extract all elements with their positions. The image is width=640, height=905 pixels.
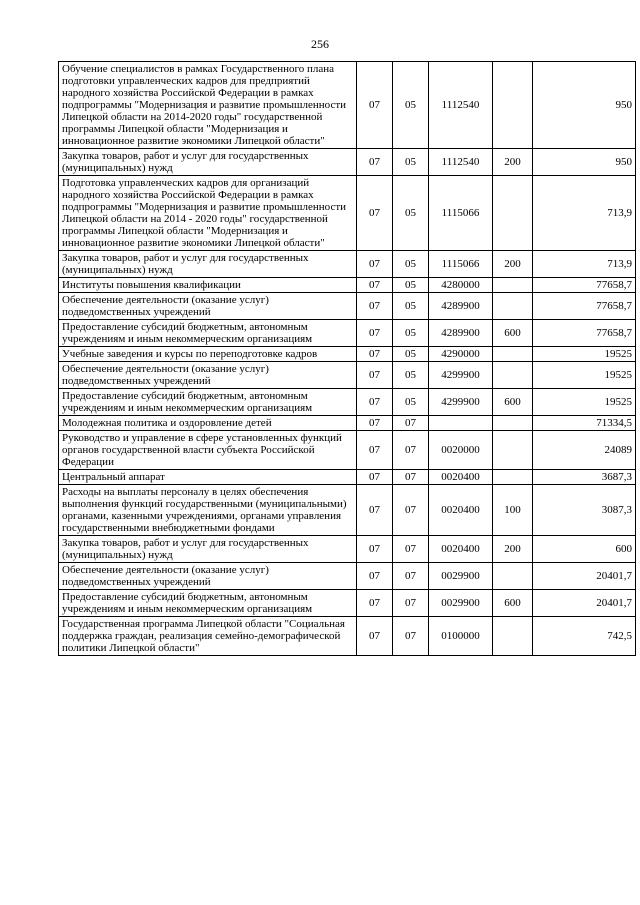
subsection-code-cell: 05 [393, 176, 429, 251]
expense-type-cell: 600 [493, 590, 533, 617]
target-article-cell: 0020400 [429, 485, 493, 536]
amount-cell: 19525 [533, 389, 636, 416]
table-row [59, 563, 636, 590]
table-row [59, 416, 636, 431]
table-row [59, 389, 636, 416]
expense-type-cell [493, 278, 533, 293]
row-name-cell: Обеспечение деятельности (оказание услуг) подведомственных учреждений [59, 563, 357, 590]
section-code-cell: 07 [357, 563, 393, 590]
row-name-cell: Обеспечение деятельности (оказание услуг) подведомственных учреждений [59, 293, 357, 320]
row-name-cell: Учебные заведения и курсы по переподготовке кадров [59, 347, 357, 362]
amount-cell: 77658,7 [533, 293, 636, 320]
subsection-code-cell: 07 [393, 485, 429, 536]
amount-cell: 19525 [533, 362, 636, 389]
expense-type-cell [493, 347, 533, 362]
table-row [59, 617, 636, 656]
row-name-cell: Институты повышения квалификации [59, 278, 357, 293]
target-article-cell: 0020000 [429, 431, 493, 470]
table-row [59, 278, 636, 293]
subsection-code-cell: 07 [393, 470, 429, 485]
subsection-code-cell: 07 [393, 431, 429, 470]
section-code-cell: 07 [357, 485, 393, 536]
subsection-code-cell: 07 [393, 563, 429, 590]
table-row [59, 590, 636, 617]
row-name-cell: Молодежная политика и оздоровление детей [59, 416, 357, 431]
section-code-cell: 07 [357, 251, 393, 278]
table-row [59, 536, 636, 563]
table-row [59, 470, 636, 485]
row-name-cell: Центральный аппарат [59, 470, 357, 485]
target-article-cell: 4299900 [429, 389, 493, 416]
section-code-cell: 07 [357, 416, 393, 431]
subsection-code-cell: 05 [393, 320, 429, 347]
subsection-code-cell: 05 [393, 362, 429, 389]
table-row [59, 362, 636, 389]
subsection-code-cell: 07 [393, 416, 429, 431]
target-article-cell: 0029900 [429, 590, 493, 617]
target-article-cell: 0020400 [429, 470, 493, 485]
section-code-cell: 07 [357, 470, 393, 485]
table-row [59, 320, 636, 347]
expense-type-cell: 100 [493, 485, 533, 536]
target-article-cell: 1112540 [429, 149, 493, 176]
section-code-cell: 07 [357, 347, 393, 362]
section-code-cell: 07 [357, 362, 393, 389]
budget-table-body [59, 62, 636, 656]
section-code-cell: 07 [357, 590, 393, 617]
row-name-cell: Предоставление субсидий бюджетным, автономным учреждениям и иным некоммерческим организациям [59, 590, 357, 617]
amount-cell: 600 [533, 536, 636, 563]
expense-type-cell [493, 176, 533, 251]
target-article-cell: 1112540 [429, 62, 493, 149]
section-code-cell: 07 [357, 278, 393, 293]
section-code-cell: 07 [357, 293, 393, 320]
expense-type-cell: 200 [493, 536, 533, 563]
table-row [59, 251, 636, 278]
page-number: 256 [311, 37, 329, 51]
amount-cell: 20401,7 [533, 590, 636, 617]
expense-type-cell [493, 470, 533, 485]
subsection-code-cell: 05 [393, 347, 429, 362]
table-row [59, 149, 636, 176]
table-row [59, 431, 636, 470]
section-code-cell: 07 [357, 149, 393, 176]
expense-type-cell [493, 293, 533, 320]
amount-cell: 742,5 [533, 617, 636, 656]
expense-type-cell [493, 416, 533, 431]
row-name-cell: Обучение специалистов в рамках Государственного плана подготовки управленческих кадров для предприятий народного хозяйства Российской Федерации в рамках подпрограммы "Модернизация и развитие промышленности Липецкой области на 2014-2020 годы" государственной программы Липецкой области "Модернизация и инновационное развитие экономики Липецкой области" [59, 62, 357, 149]
subsection-code-cell: 07 [393, 617, 429, 656]
row-name-cell: Подготовка управленческих кадров для организаций народного хозяйства Российской Федерации в рамках подпрограммы "Модернизация и развитие промышленности Липецкой области на 2014 - 2020 годы" государственной программы Липецкой области "Модернизация и инновационное развитие экономики Липецкой области" [59, 176, 357, 251]
target-article-cell: 1115066 [429, 176, 493, 251]
amount-cell: 71334,5 [533, 416, 636, 431]
amount-cell: 77658,7 [533, 320, 636, 347]
table-row [59, 293, 636, 320]
table-row [59, 347, 636, 362]
expense-type-cell [493, 362, 533, 389]
expense-type-cell [493, 62, 533, 149]
section-code-cell: 07 [357, 176, 393, 251]
target-article-cell: 0020400 [429, 536, 493, 563]
subsection-code-cell: 05 [393, 149, 429, 176]
amount-cell: 950 [533, 149, 636, 176]
amount-cell: 950 [533, 62, 636, 149]
row-name-cell: Закупка товаров, работ и услуг для государственных (муниципальных) нужд [59, 149, 357, 176]
row-name-cell: Расходы на выплаты персоналу в целях обеспечения выполнения функций государственными (муниципальными) органами, казенными учреждениями, органами управления государственными внебюджетными фондами [59, 485, 357, 536]
subsection-code-cell: 05 [393, 389, 429, 416]
target-article-cell: 4289900 [429, 293, 493, 320]
section-code-cell: 07 [357, 389, 393, 416]
target-article-cell: 4290000 [429, 347, 493, 362]
row-name-cell: Государственная программа Липецкой области "Социальная поддержка граждан, реализация семейно-демографической политики Липецкой области" [59, 617, 357, 656]
amount-cell: 3087,3 [533, 485, 636, 536]
section-code-cell: 07 [357, 320, 393, 347]
row-name-cell: Обеспечение деятельности (оказание услуг) подведомственных учреждений [59, 362, 357, 389]
amount-cell: 19525 [533, 347, 636, 362]
target-article-cell: 4280000 [429, 278, 493, 293]
target-article-cell: 1115066 [429, 251, 493, 278]
subsection-code-cell: 05 [393, 293, 429, 320]
amount-cell: 713,9 [533, 176, 636, 251]
subsection-code-cell: 05 [393, 278, 429, 293]
target-article-cell: 4289900 [429, 320, 493, 347]
target-article-cell: 4299900 [429, 362, 493, 389]
subsection-code-cell: 07 [393, 590, 429, 617]
row-name-cell: Закупка товаров, работ и услуг для государственных (муниципальных) нужд [59, 251, 357, 278]
section-code-cell: 07 [357, 536, 393, 563]
amount-cell: 713,9 [533, 251, 636, 278]
budget-table [58, 61, 636, 656]
subsection-code-cell: 05 [393, 251, 429, 278]
section-code-cell: 07 [357, 617, 393, 656]
expense-type-cell: 600 [493, 320, 533, 347]
row-name-cell: Руководство и управление в сфере установленных функций органов государственной власти субъекта Российской Федерации [59, 431, 357, 470]
table-row [59, 62, 636, 149]
expense-type-cell: 200 [493, 251, 533, 278]
expense-type-cell: 600 [493, 389, 533, 416]
row-name-cell: Закупка товаров, работ и услуг для государственных (муниципальных) нужд [59, 536, 357, 563]
expense-type-cell [493, 431, 533, 470]
section-code-cell: 07 [357, 431, 393, 470]
amount-cell: 77658,7 [533, 278, 636, 293]
subsection-code-cell: 07 [393, 536, 429, 563]
section-code-cell: 07 [357, 62, 393, 149]
expense-type-cell: 200 [493, 149, 533, 176]
target-article-cell: 0029900 [429, 563, 493, 590]
subsection-code-cell: 05 [393, 62, 429, 149]
table-row [59, 176, 636, 251]
target-article-cell: 0100000 [429, 617, 493, 656]
table-row [59, 485, 636, 536]
expense-type-cell [493, 563, 533, 590]
amount-cell: 3687,3 [533, 470, 636, 485]
row-name-cell: Предоставление субсидий бюджетным, автономным учреждениям и иным некоммерческим организациям [59, 320, 357, 347]
target-article-cell [429, 416, 493, 431]
expense-type-cell [493, 617, 533, 656]
row-name-cell: Предоставление субсидий бюджетным, автономным учреждениям и иным некоммерческим организациям [59, 389, 357, 416]
amount-cell: 24089 [533, 431, 636, 470]
amount-cell: 20401,7 [533, 563, 636, 590]
